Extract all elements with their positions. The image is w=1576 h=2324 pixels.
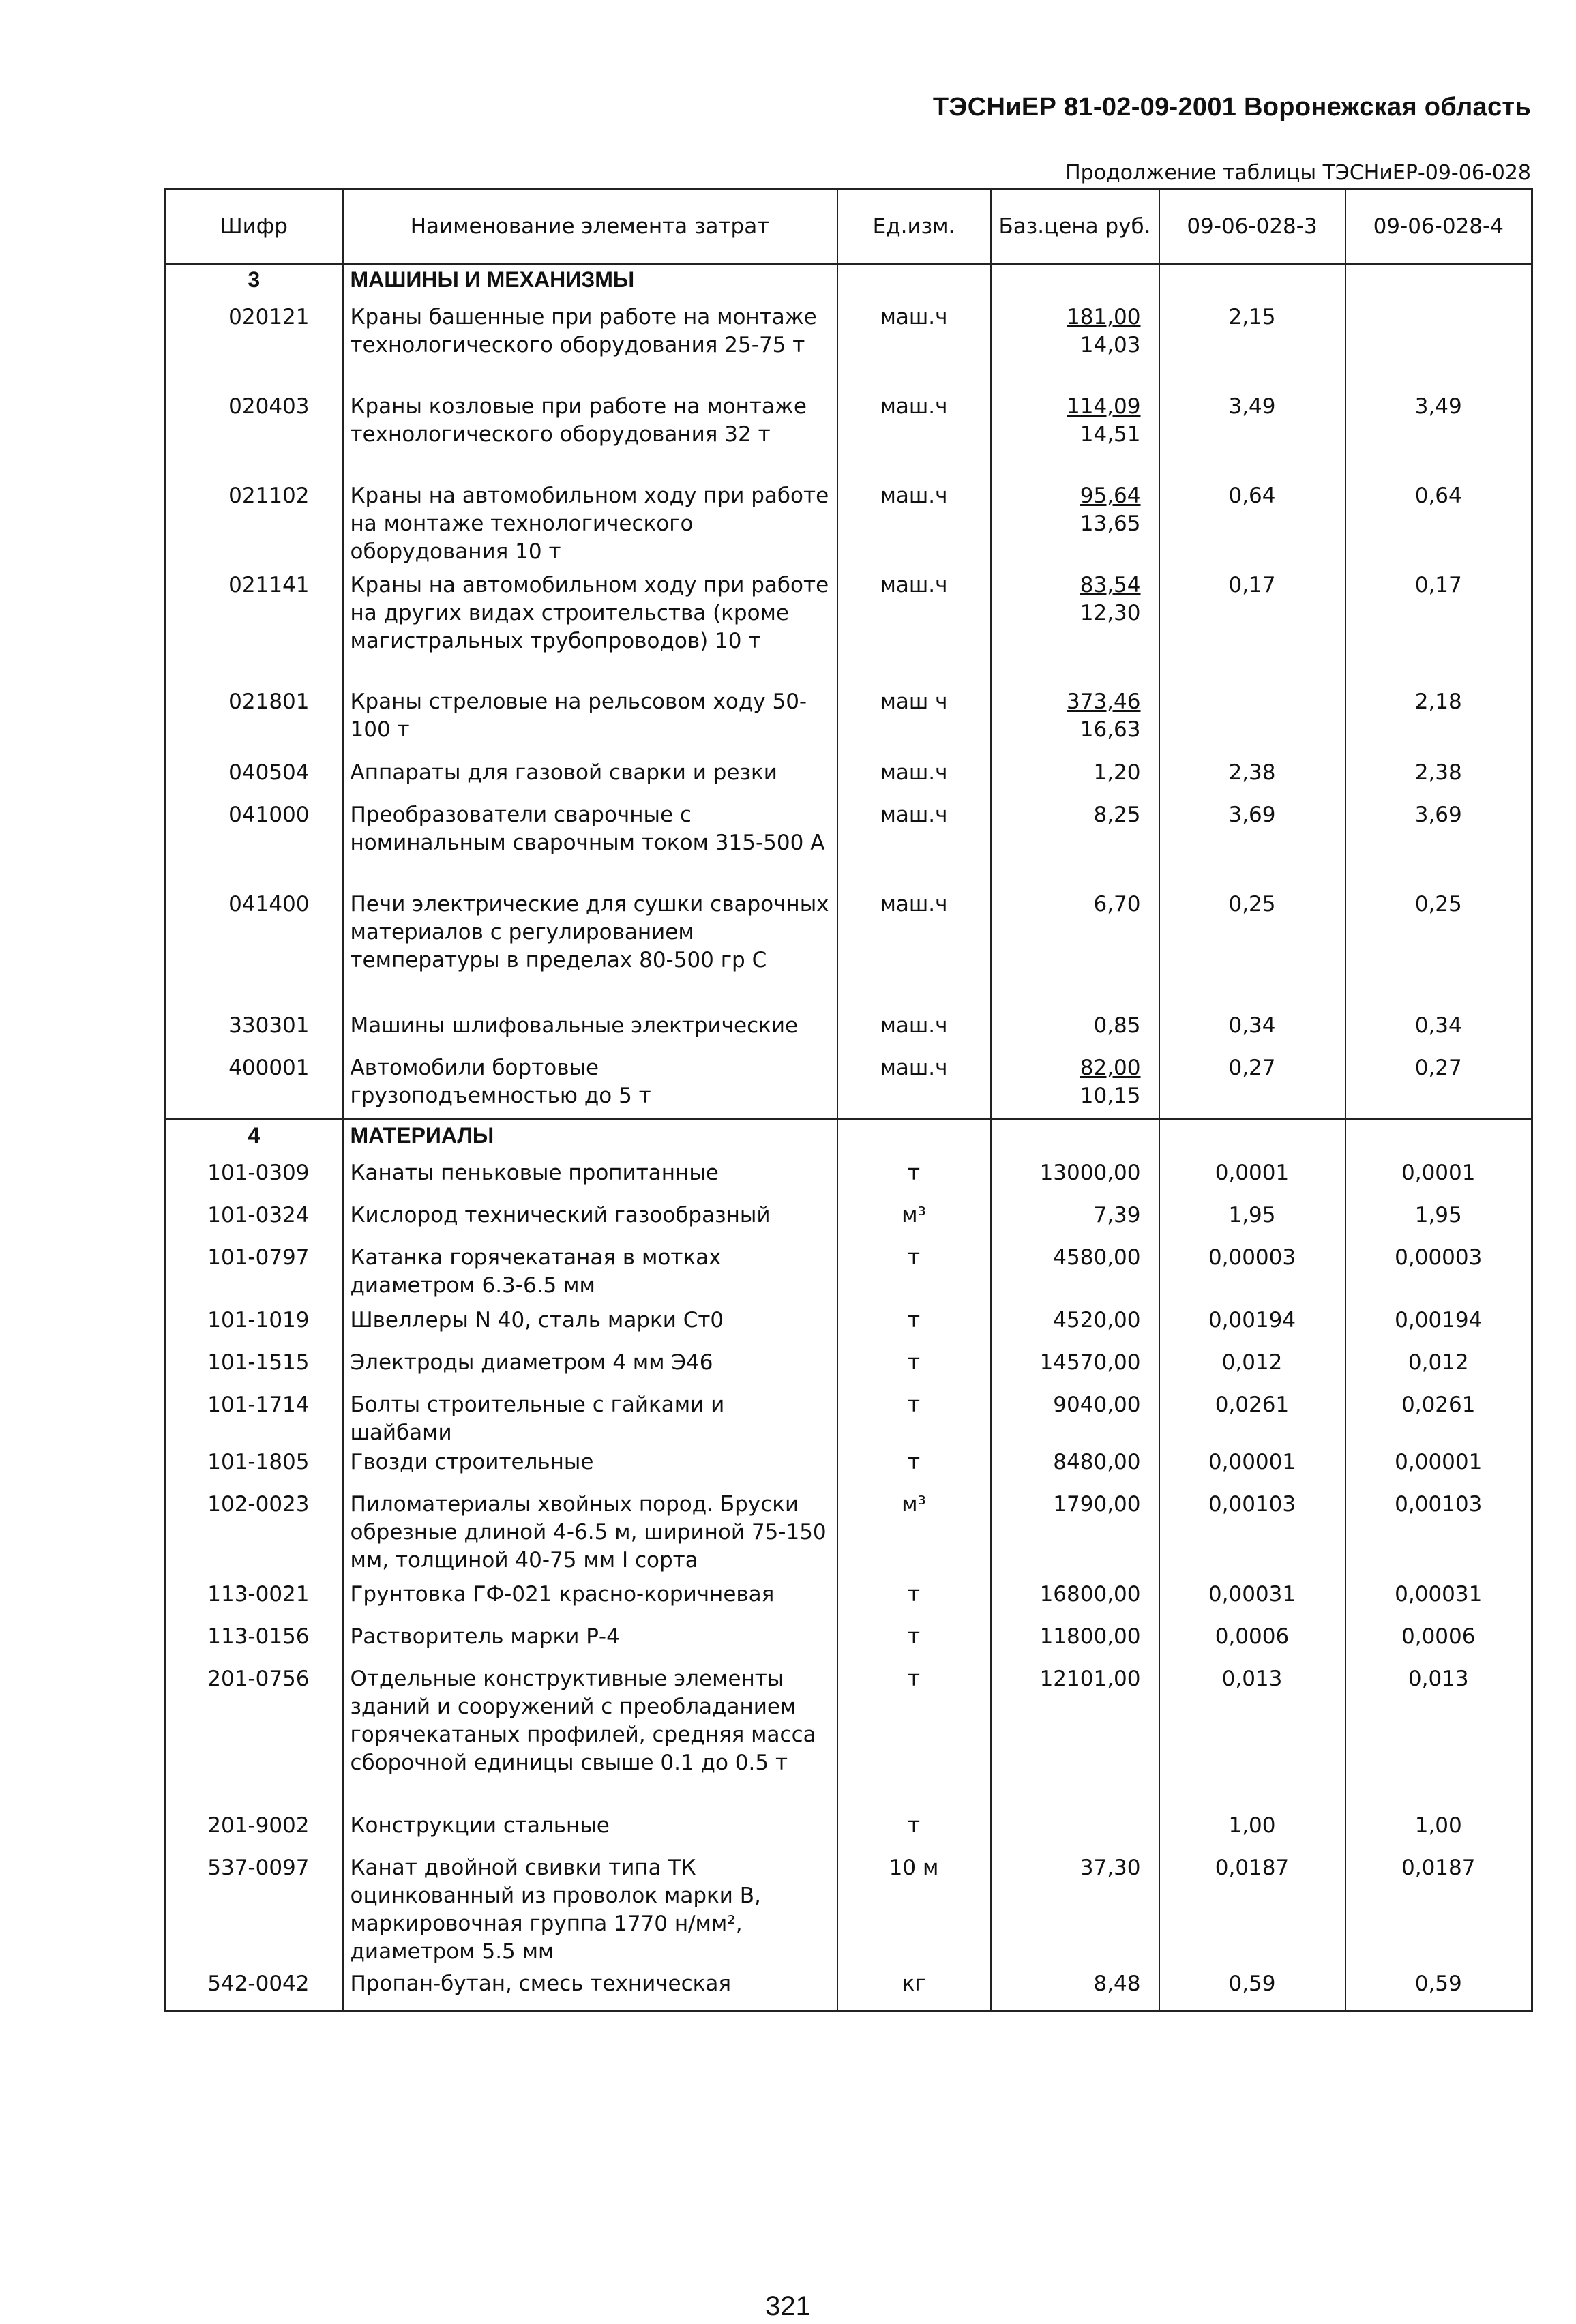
price-main: 8,48: [1093, 1971, 1141, 1996]
empty-cell: [1345, 264, 1532, 302]
col-header-unit: Ед.изм.: [837, 190, 991, 264]
cell-name: Краны на автомобильном ходу при работе на других видах строительства (кроме магистральных трубопроводов) 10 т: [343, 570, 837, 687]
cell-value-2: 0,00194: [1345, 1305, 1532, 1347]
cell-unit: м³: [837, 1200, 991, 1242]
cell-value-1: 1,00: [1159, 1811, 1345, 1853]
cell-name: Гвозди строительные: [343, 1447, 837, 1489]
cost-table: [164, 188, 1533, 2012]
section-number: 3: [165, 264, 343, 302]
cell-code: 021801: [165, 687, 343, 758]
cell-unit: маш.ч: [837, 570, 991, 687]
cell-code: 113-0156: [165, 1622, 343, 1664]
cell-value-1: 0,0187: [1159, 1853, 1345, 1969]
cell-value-1: 0,0006: [1159, 1622, 1345, 1664]
table-row: [165, 1347, 1532, 1390]
section-header-row: [165, 1120, 1532, 1158]
cell-name: Конструкции стальные: [343, 1811, 837, 1853]
table-body: [165, 264, 1532, 2011]
document-title: ТЭСНиЕР 81-02-09-2001 Воронежская область: [932, 93, 1531, 121]
cell-name: Отдельные конструктивные элементы зданий и сооружений с преобладанием горячекатаных профилей, средняя масса сборочной единицы свыше 0.1 до 0.5 т: [343, 1664, 837, 1811]
cell-value-1: 0,59: [1159, 1969, 1345, 2011]
cell-price: [991, 1158, 1159, 1200]
price-main: 12101,00: [1039, 1666, 1141, 1691]
cell-unit: т: [837, 1579, 991, 1622]
price-main: 373,46: [1067, 689, 1141, 714]
cell-value-2: 0,0006: [1345, 1622, 1532, 1664]
cell-unit: т: [837, 1622, 991, 1664]
price-wages: 14,03: [1080, 332, 1141, 357]
cell-price: [991, 800, 1159, 889]
cell-value-2: 0,34: [1345, 1011, 1532, 1053]
table-row: [165, 889, 1532, 1011]
cell-name: Канат двойной свивки типа ТК оцинкованный из проволок марки В, маркировочная группа 1770 н/мм², диаметром 5.5 мм: [343, 1853, 837, 1969]
cell-price: [991, 1011, 1159, 1053]
cell-name: Машины шлифовальные электрические: [343, 1011, 837, 1053]
cell-name: Преобразователи сварочные с номинальным сварочным током 315-500 А: [343, 800, 837, 889]
cell-price: [991, 1664, 1159, 1811]
table-row: [165, 1158, 1532, 1200]
cell-unit: маш.ч: [837, 1053, 991, 1120]
cell-value-1: 3,49: [1159, 391, 1345, 481]
cell-code: 400001: [165, 1053, 343, 1120]
cell-name: Краны башенные при работе на монтаже технологического оборудования 25-75 т: [343, 302, 837, 391]
page-number: 321: [765, 2291, 811, 2321]
price-main: 1790,00: [1053, 1491, 1141, 1517]
price-main: 82,00: [1080, 1055, 1141, 1080]
price-main: 37,30: [1080, 1855, 1141, 1880]
price-main: 7,39: [1093, 1202, 1141, 1227]
cell-unit: маш.ч: [837, 481, 991, 570]
price-main: 4580,00: [1053, 1245, 1141, 1270]
cell-price: [991, 1853, 1159, 1969]
cell-value-2: 0,0187: [1345, 1853, 1532, 1969]
table-row: [165, 1622, 1532, 1664]
price-main: 83,54: [1080, 572, 1141, 597]
cell-code: 020121: [165, 302, 343, 391]
cell-name: Краны стреловые на рельсовом ходу 50-100 т: [343, 687, 837, 758]
cell-value-2: 0,012: [1345, 1347, 1532, 1390]
cell-price: [991, 889, 1159, 1011]
cell-unit: т: [837, 1447, 991, 1489]
cell-price: [991, 758, 1159, 800]
cell-name: Грунтовка ГФ-021 красно-коричневая: [343, 1579, 837, 1622]
cell-unit: маш.ч: [837, 1011, 991, 1053]
cell-price: [991, 1811, 1159, 1853]
cell-value-2: 0,64: [1345, 481, 1532, 570]
table-row: [165, 687, 1532, 758]
cell-value-1: 0,012: [1159, 1347, 1345, 1390]
table-row: [165, 1200, 1532, 1242]
table-row: [165, 1811, 1532, 1853]
price-wages: 16,63: [1080, 717, 1141, 742]
section-header-row: [165, 264, 1532, 302]
cell-code: 020403: [165, 391, 343, 481]
price-main: 4520,00: [1053, 1307, 1141, 1332]
cell-name: Печи электрические для сушки сварочных материалов с регулированием температуры в пределах 80-500 гр С: [343, 889, 837, 1011]
cell-value-1: [1159, 687, 1345, 758]
cell-price: [991, 687, 1159, 758]
empty-cell: [991, 1120, 1159, 1158]
cell-value-1: 0,17: [1159, 570, 1345, 687]
cell-value-2: 2,18: [1345, 687, 1532, 758]
col-header-code: Шифр: [165, 190, 343, 264]
cell-unit: т: [837, 1390, 991, 1447]
cell-unit: маш.ч: [837, 889, 991, 1011]
table-row: [165, 391, 1532, 481]
cell-unit: т: [837, 1811, 991, 1853]
price-wages: 12,30: [1080, 600, 1141, 625]
price-main: 114,09: [1067, 393, 1141, 419]
cell-value-2: 0,013: [1345, 1664, 1532, 1811]
cell-value-1: 0,013: [1159, 1664, 1345, 1811]
table-header-row: [165, 190, 1532, 264]
cell-value-1: 0,00001: [1159, 1447, 1345, 1489]
cell-name: Пиломатериалы хвойных пород. Бруски обрезные длиной 4-6.5 м, шириной 75-150 мм, толщиной 40-75 мм I сорта: [343, 1489, 837, 1579]
empty-cell: [837, 1120, 991, 1158]
cell-name: Растворитель марки Р-4: [343, 1622, 837, 1664]
table-row: [165, 481, 1532, 570]
cell-unit: м³: [837, 1489, 991, 1579]
cell-code: 041400: [165, 889, 343, 1011]
cell-name: Швеллеры N 40, сталь марки Ст0: [343, 1305, 837, 1347]
cell-value-2: 0,00003: [1345, 1242, 1532, 1305]
cell-price: [991, 481, 1159, 570]
cell-code: 101-1515: [165, 1347, 343, 1390]
cell-value-1: 2,38: [1159, 758, 1345, 800]
table-row: [165, 1664, 1532, 1811]
cell-unit: маш.ч: [837, 391, 991, 481]
cell-value-1: 0,00031: [1159, 1579, 1345, 1622]
cell-name: Пропан-бутан, смесь техническая: [343, 1969, 837, 2011]
table-row: [165, 758, 1532, 800]
cell-code: 542-0042: [165, 1969, 343, 2011]
cell-name: Электроды диаметром 4 мм Э46: [343, 1347, 837, 1390]
cell-code: 330301: [165, 1011, 343, 1053]
cell-unit: маш ч: [837, 687, 991, 758]
cell-name: Болты строительные с гайками и шайбами: [343, 1390, 837, 1447]
cell-value-2: 0,17: [1345, 570, 1532, 687]
price-main: 14570,00: [1039, 1350, 1141, 1375]
cell-value-1: 0,0261: [1159, 1390, 1345, 1447]
price-main: 16800,00: [1039, 1581, 1141, 1607]
cell-value-2: 0,27: [1345, 1053, 1532, 1120]
table-row: [165, 1447, 1532, 1489]
cell-name: Катанка горячекатаная в мотках диаметром 6.3-6.5 мм: [343, 1242, 837, 1305]
cell-name: Кислород технический газообразный: [343, 1200, 837, 1242]
cell-code: 021102: [165, 481, 343, 570]
cell-unit: т: [837, 1158, 991, 1200]
col-header-name: Наименование элемента затрат: [343, 190, 837, 264]
cell-price: [991, 1200, 1159, 1242]
cell-unit: кг: [837, 1969, 991, 2011]
cell-price: [991, 1969, 1159, 2011]
table-row: [165, 1579, 1532, 1622]
cell-name: Краны на автомобильном ходу при работе на монтаже технологического оборудования 10 т: [343, 481, 837, 570]
cell-unit: т: [837, 1347, 991, 1390]
price-wages: 14,51: [1080, 421, 1141, 447]
cell-value-2: 0,0261: [1345, 1390, 1532, 1447]
cell-price: [991, 1053, 1159, 1120]
cell-code: 041000: [165, 800, 343, 889]
cell-price: [991, 1347, 1159, 1390]
cost-table-container: [164, 188, 1531, 2012]
cell-value-1: 2,15: [1159, 302, 1345, 391]
cell-code: 102-0023: [165, 1489, 343, 1579]
price-main: 95,64: [1080, 483, 1141, 508]
cell-price: [991, 1579, 1159, 1622]
cell-value-1: 0,0001: [1159, 1158, 1345, 1200]
table-row: [165, 570, 1532, 687]
price-main: 181,00: [1067, 304, 1141, 329]
empty-cell: [1159, 1120, 1345, 1158]
cell-value-1: 1,95: [1159, 1200, 1345, 1242]
cell-price: [991, 1305, 1159, 1347]
cell-name: Автомобили бортовые грузоподъемностью до 5 т: [343, 1053, 837, 1120]
table-row: [165, 1853, 1532, 1969]
cell-value-2: 1,95: [1345, 1200, 1532, 1242]
cell-price: [991, 1390, 1159, 1447]
section-title: МАШИНЫ И МЕХАНИЗМЫ: [343, 264, 837, 302]
table-continuation-caption: Продолжение таблицы ТЭСНиЕР-09-06-028: [1065, 161, 1531, 185]
table-row: [165, 302, 1532, 391]
table-row: [165, 1305, 1532, 1347]
table-row: [165, 1053, 1532, 1120]
price-main: 11800,00: [1039, 1624, 1141, 1649]
cell-code: 101-1805: [165, 1447, 343, 1489]
cell-value-2: 0,00103: [1345, 1489, 1532, 1579]
cell-name: Аппараты для газовой сварки и резки: [343, 758, 837, 800]
cell-value-2: 2,38: [1345, 758, 1532, 800]
table-row: [165, 800, 1532, 889]
table-row: [165, 1390, 1532, 1447]
col-header-v2: 09-06-028-4: [1345, 190, 1532, 264]
cell-value-2: 3,49: [1345, 391, 1532, 481]
cell-value-1: 0,00194: [1159, 1305, 1345, 1347]
cell-unit: маш.ч: [837, 302, 991, 391]
cell-code: 201-9002: [165, 1811, 343, 1853]
cell-value-2: 0,59: [1345, 1969, 1532, 2011]
table-row: [165, 1242, 1532, 1305]
cell-value-2: 0,0001: [1345, 1158, 1532, 1200]
table-row: [165, 1969, 1532, 2011]
cell-code: 113-0021: [165, 1579, 343, 1622]
cell-price: [991, 391, 1159, 481]
cell-value-2: 0,00031: [1345, 1579, 1532, 1622]
cell-value-2: 0,00001: [1345, 1447, 1532, 1489]
price-wages: 13,65: [1080, 511, 1141, 536]
cell-code: 101-0324: [165, 1200, 343, 1242]
cell-price: [991, 570, 1159, 687]
cell-code: 040504: [165, 758, 343, 800]
cell-price: [991, 1242, 1159, 1305]
cell-unit: 10 м: [837, 1853, 991, 1969]
price-main: 6,70: [1093, 891, 1141, 917]
cell-unit: т: [837, 1305, 991, 1347]
table-row: [165, 1489, 1532, 1579]
cell-unit: т: [837, 1664, 991, 1811]
col-header-v1: 09-06-028-3: [1159, 190, 1345, 264]
cell-value-1: 0,34: [1159, 1011, 1345, 1053]
cell-price: [991, 1622, 1159, 1664]
cell-code: 101-0309: [165, 1158, 343, 1200]
empty-cell: [1159, 264, 1345, 302]
cell-value-1: 0,27: [1159, 1053, 1345, 1120]
cell-code: 021141: [165, 570, 343, 687]
cell-price: [991, 302, 1159, 391]
cell-unit: маш.ч: [837, 758, 991, 800]
cell-value-1: 0,64: [1159, 481, 1345, 570]
price-main: 8,25: [1093, 802, 1141, 827]
cell-value-2: [1345, 302, 1532, 391]
empty-cell: [1345, 1120, 1532, 1158]
price-main: 13000,00: [1039, 1160, 1141, 1185]
cell-code: 537-0097: [165, 1853, 343, 1969]
cell-value-1: 0,00103: [1159, 1489, 1345, 1579]
cell-value-1: 3,69: [1159, 800, 1345, 889]
cell-unit: т: [837, 1242, 991, 1305]
section-number: 4: [165, 1120, 343, 1158]
price-main: 0,85: [1093, 1013, 1141, 1038]
cell-value-2: 1,00: [1345, 1811, 1532, 1853]
cell-code: 201-0756: [165, 1664, 343, 1811]
cell-price: [991, 1489, 1159, 1579]
cell-name: Краны козловые при работе на монтаже технологического оборудования 32 т: [343, 391, 837, 481]
cell-code: 101-1019: [165, 1305, 343, 1347]
empty-cell: [991, 264, 1159, 302]
price-main: 8480,00: [1053, 1449, 1141, 1474]
section-title: МАТЕРИАЛЫ: [343, 1120, 837, 1158]
empty-cell: [837, 264, 991, 302]
cell-value-1: 0,25: [1159, 889, 1345, 1011]
cell-value-2: 3,69: [1345, 800, 1532, 889]
price-wages: 10,15: [1080, 1083, 1141, 1108]
cell-value-2: 0,25: [1345, 889, 1532, 1011]
price-main: 1,20: [1093, 760, 1141, 785]
table-row: [165, 1011, 1532, 1053]
cell-value-1: 0,00003: [1159, 1242, 1345, 1305]
cell-price: [991, 1447, 1159, 1489]
price-main: 9040,00: [1053, 1392, 1141, 1417]
cell-code: 101-1714: [165, 1390, 343, 1447]
cell-code: 101-0797: [165, 1242, 343, 1305]
cell-name: Канаты пеньковые пропитанные: [343, 1158, 837, 1200]
col-header-price: Баз.цена руб.: [991, 190, 1159, 264]
cell-unit: маш.ч: [837, 800, 991, 889]
